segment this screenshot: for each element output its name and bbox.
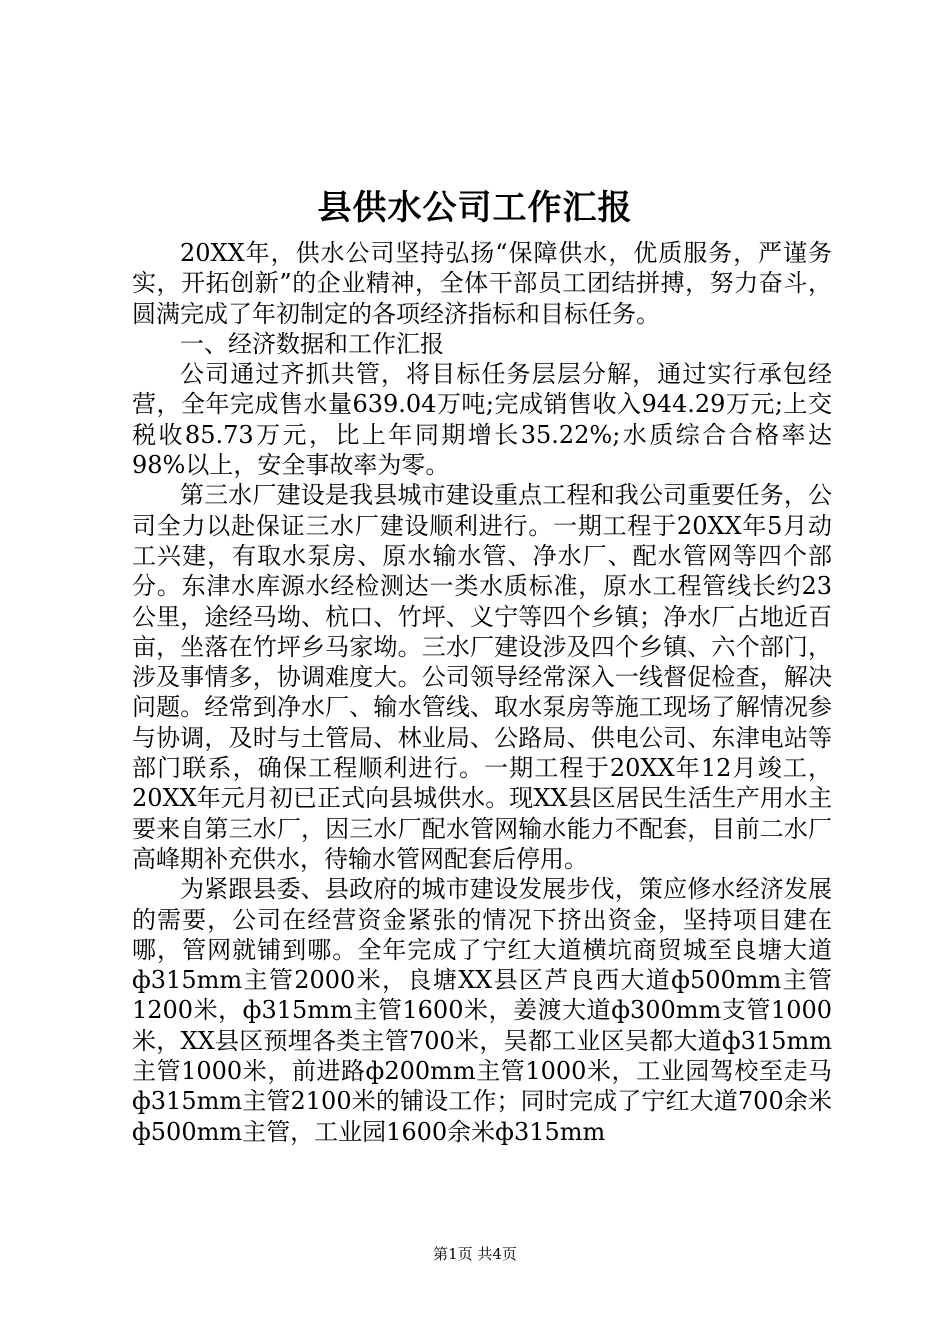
document-title: 县供水公司工作汇报 [317, 188, 633, 228]
section-heading: 一、经济数据和工作汇报 [180, 329, 444, 358]
third-plant-paragraph: 第三水厂建设是我县城市建设重点工程和我公司重要任务，公司全力以赴保证三水厂建设顺利进行。一期工程于20XX年5月动工兴建，有取水泵房、原水输水管、净水厂、配水管网等四个部分。东津水库源水经检测达一类水质标准，原水工程管线长约23公里，途经马坳、杭口、竹坪、义宁等四个乡镇；净水厂占地近百亩，坐落在竹坪乡马家坳。三水厂建设涉及四个乡镇、六个部门，涉及事情多，协调难度大。公司领导经常深入一线督促检查，解决问题。经常到净水厂、输水管线、取水泵房等施工现场了解情况参与协调，及时与土管局、林业局、公路局、供电公司、东津电站等部门联系，确保工程顺利进行。一期工程于20XX年12月竣工，20XX年元月初已正式向县城供水。现XX县区居民生活生产用水主要来自第三水厂，因三水厂配水管网输水能力不配套，目前二水厂高峰期补充供水，待输水管网配套后停用。 [132, 481, 832, 873]
intro-paragraph: 20XX年，供水公司坚持弘扬“保障供水，优质服务，严谨务实，开拓创新”的企业精神，全体干部员工团结拼搏，努力奋斗，圆满完成了年初制定的各项经济指标和目标任务。 [132, 239, 832, 328]
document-body [132, 238, 832, 1147]
page-number: 第1页 共4页 [433, 1245, 517, 1263]
economic-data-paragraph: 公司通过齐抓共管，将目标任务层层分解，通过实行承包经营，全年完成售水量639.04万吨;完成销售收入944.29万元;上交税收85.73万元，比上年同期增长35.22%;水质综合合格率达98%以上，安全事故率为零。 [132, 360, 832, 480]
pipeline-paragraph: 为紧跟县委、县政府的城市建设发展步伐，策应修水经济发展的需要，公司在经营资金紧张的情况下挤出资金，坚持项目建在哪，管网就铺到哪。全年完成了宁红大道横坑商贸城至良塘大道ф315mm主管2000米，良塘XX县区芦良西大道ф500mm主管1200米，ф315mm主管1600米，姜渡大道ф300mm支管1000米，XX县区预埋各类主管700米，吴都工业区吴都大道ф315mm主管1000米，前进路ф200mm主管1000米，工业园驾校至走马ф315mm主管2100米的铺设工作；同时完成了宁红大道700余米ф500mm主管，工业园1600余米ф315mm [132, 875, 832, 1146]
